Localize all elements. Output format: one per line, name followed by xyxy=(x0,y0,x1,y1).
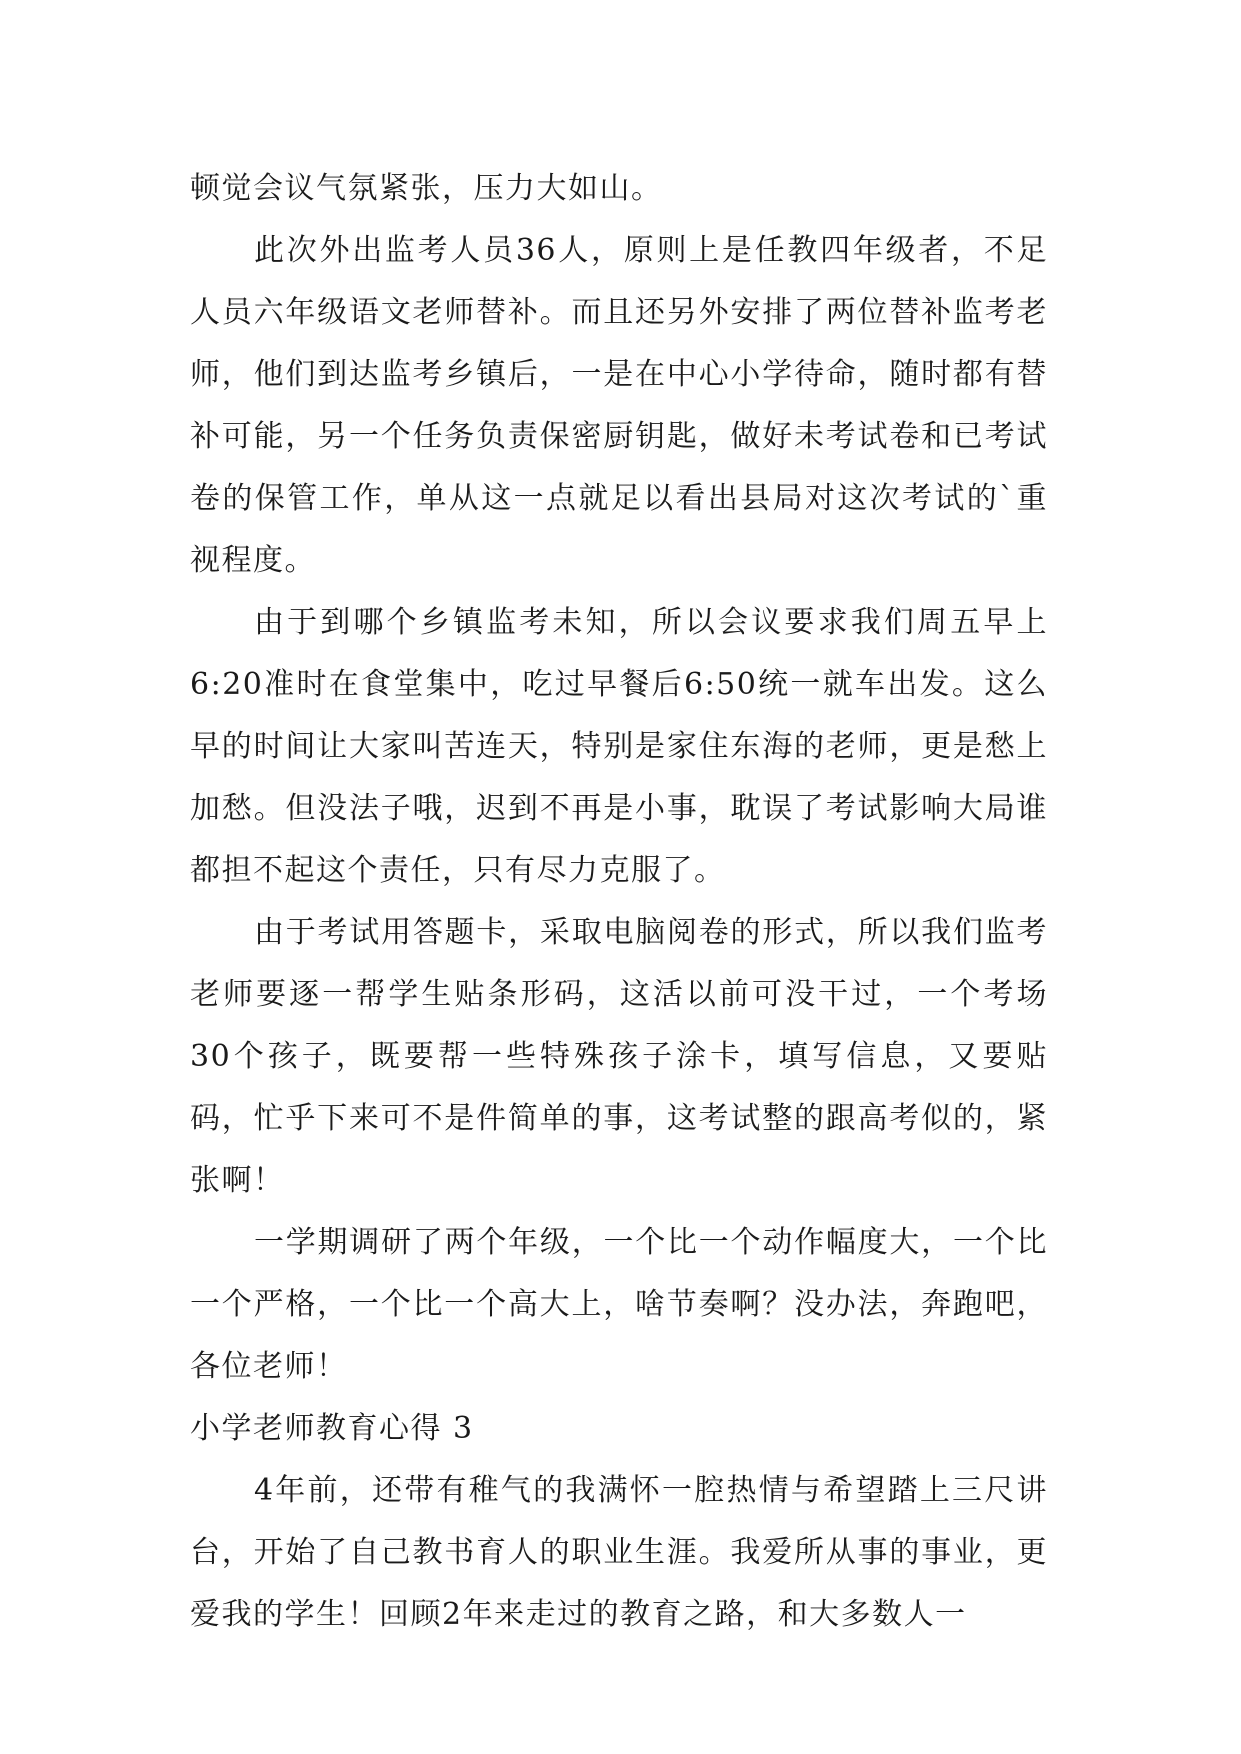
paragraph-2: 此次外出监考人员36人，原则上是任教四年级者，不足人员六年级语文老师替补。而且还另外安排了两位替补监考老师，他们到达监考乡镇后，一是在中心小学待命，随时都有替补可能，另一个任务负责保密厨钥匙，做好未考试卷和已考试卷的保管工作，单从这一点就足以看出县局对这次考试的`重视程度。 xyxy=(190,233,1048,578)
document-page xyxy=(190,158,1048,1646)
section-heading: 小学老师教育心得 3 xyxy=(190,1411,474,1446)
paragraph-3: 由于到哪个乡镇监考未知，所以会议要求我们周五早上6:20准时在食堂集中，吃过早餐后6:50统一就车出发。这么早的时间让大家叫苦连天，特别是家住东海的老师，更是愁上加愁。但没法子哦，迟到不再是小事，耽误了考试影响大局谁都担不起这个责任，只有尽力克服了。 xyxy=(190,605,1048,888)
paragraph-4: 由于考试用答题卡，采取电脑阅卷的形式，所以我们监考老师要逐一帮学生贴条形码，这活以前可没干过，一个考场30个孩子，既要帮一些特殊孩子涂卡，填写信息，又要贴码，忙乎下来可不是件简单的事，这考试整的跟高考似的，紧张啊！ xyxy=(190,915,1048,1198)
paragraph-6: 4年前，还带有稚气的我满怀一腔热情与希望踏上三尺讲台，开始了自己教书育人的职业生涯。我爱所从事的事业，更爱我的学生！回顾2年来走过的教育之路，和大多数人一 xyxy=(190,1473,1048,1632)
paragraph-1: 顿觉会议气氛紧张，压力大如山。 xyxy=(190,171,663,206)
paragraph-5: 一学期调研了两个年级，一个比一个动作幅度大，一个比一个严格，一个比一个高大上，啥节奏啊？没办法，奔跑吧，各位老师！ xyxy=(190,1225,1048,1384)
